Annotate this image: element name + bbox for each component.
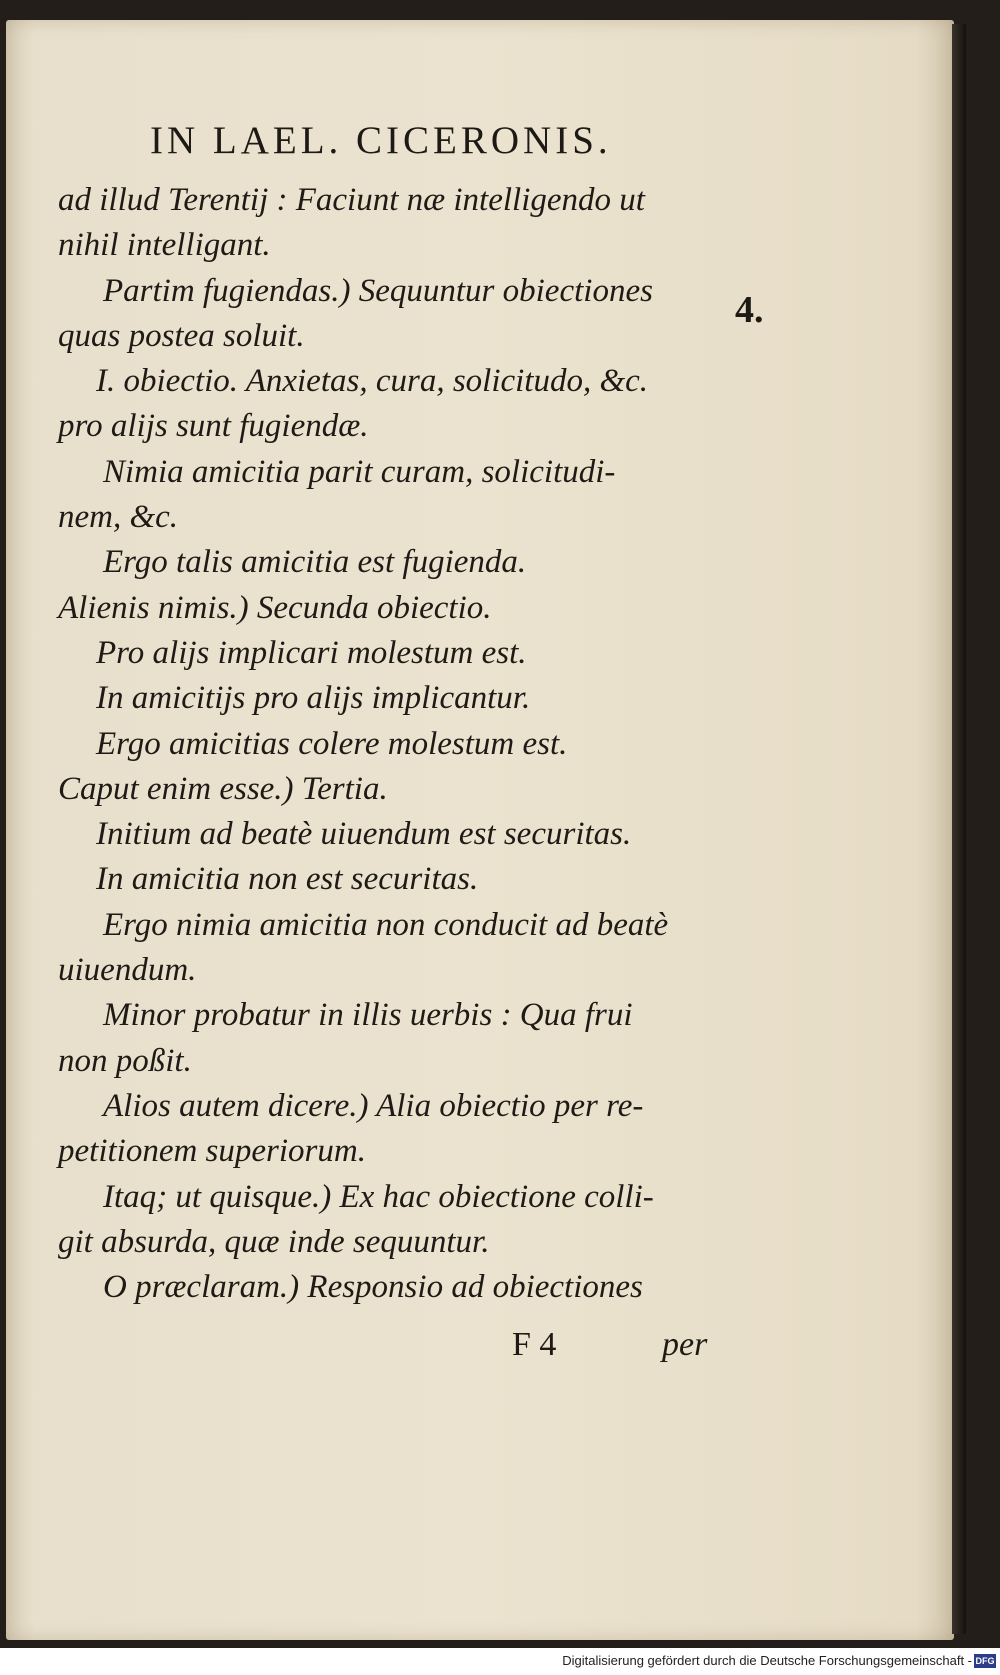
footer-bar bbox=[0, 1648, 1000, 1675]
text-line: non poßit. bbox=[58, 1042, 192, 1079]
catchword: per bbox=[662, 1326, 708, 1363]
text-line: ad illud Terentij : Faciunt næ intelligendo ut bbox=[58, 182, 645, 218]
text-line: Partim fugiendas.) Sequuntur obiectiones bbox=[103, 272, 653, 309]
text-line: In amicitijs pro alijs implicantur. bbox=[96, 680, 531, 717]
text-line: git absurda, quæ inde sequuntur. bbox=[58, 1223, 490, 1260]
text-line: O præclaram.) Responsio ad obiectiones bbox=[103, 1269, 643, 1306]
text-line: petitionem superiorum. bbox=[58, 1133, 366, 1170]
text-line: Caput enim esse.) Tertia. bbox=[58, 770, 388, 807]
body-text bbox=[58, 178, 718, 1310]
text-line: pro alijs sunt fugiendæ. bbox=[58, 408, 369, 445]
text-line: In amicitia non est securitas. bbox=[96, 861, 479, 898]
text-line: nem, &c. bbox=[58, 499, 179, 536]
dfg-logo: DFG bbox=[975, 1656, 995, 1666]
text-line: I. obiectio. Anxietas, cura, solicitudo, &c. bbox=[96, 363, 649, 400]
text-line: Ergo talis amicitia est fugienda. bbox=[103, 544, 527, 581]
text-line: Pro alijs implicari molestum est. bbox=[96, 634, 527, 671]
text-line: Ergo nimia amicitia non conducit ad beatè bbox=[103, 906, 669, 943]
text-line: Nimia amicitia parit curam, solicitudi- bbox=[103, 453, 616, 490]
text-line: Itaq; ut quisque.) Ex hac obiectione colli- bbox=[103, 1178, 654, 1215]
text-line: Alienis nimis.) Secunda obiectio. bbox=[58, 589, 492, 626]
text-line: Minor probatur in illis uerbis : Qua frui bbox=[103, 997, 633, 1034]
margin-note: 4. bbox=[735, 289, 764, 331]
text-line: uiuendum. bbox=[58, 952, 197, 989]
funding-credit: Digitalisierung gefördert durch die Deutsche Forschungsgemeinschaft - bbox=[562, 1653, 972, 1668]
text-line: quas postea soluit. bbox=[58, 317, 305, 354]
page-edge-shadow bbox=[952, 24, 966, 1634]
text-line: Ergo amicitias colere molestum est. bbox=[96, 725, 568, 762]
running-title: IN LAEL. CICERONIS. bbox=[150, 119, 612, 162]
text-line: nihil intelligant. bbox=[58, 227, 271, 264]
text-line: Alios autem dicere.) Alia obiectio per re- bbox=[103, 1087, 644, 1124]
text-line: Initium ad beatè uiuendum est securitas. bbox=[96, 816, 632, 853]
signature-mark: F 4 bbox=[512, 1326, 557, 1363]
